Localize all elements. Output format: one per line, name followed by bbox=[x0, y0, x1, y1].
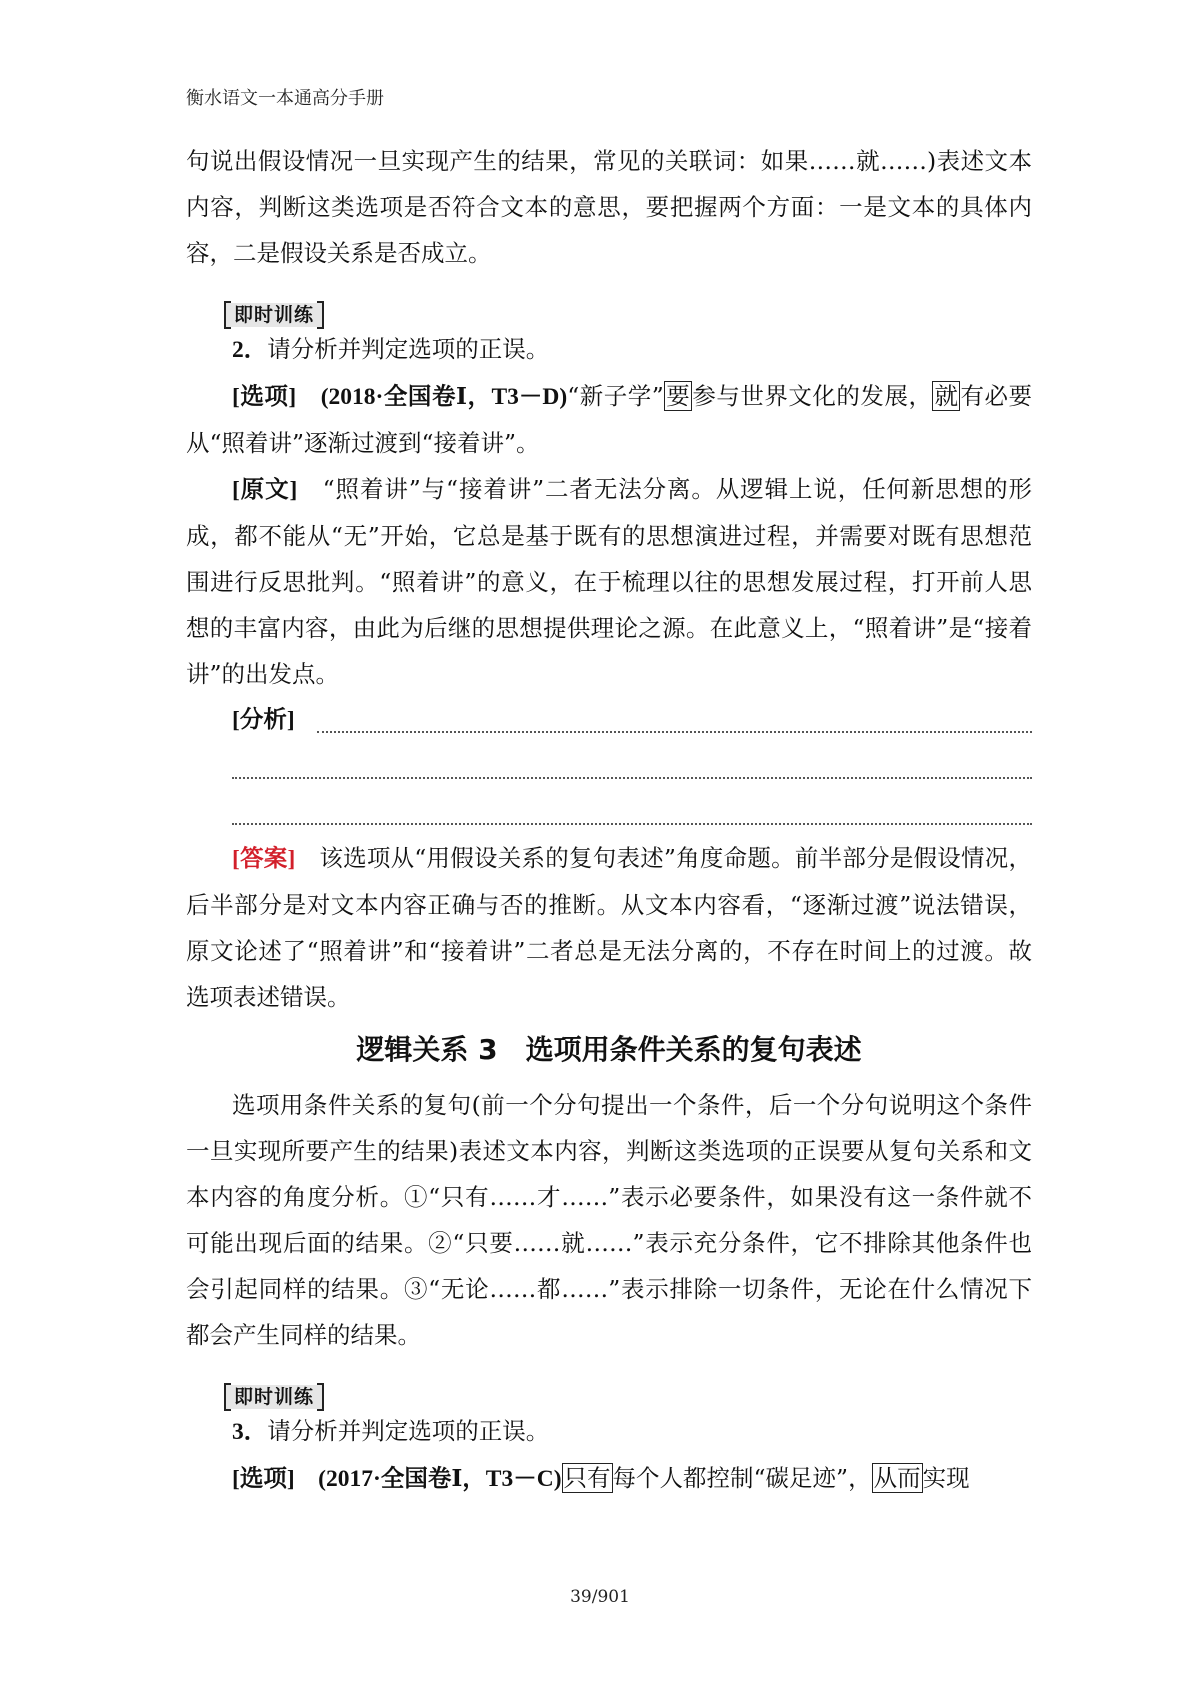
running-header: 衡水语文一本通高分手册 bbox=[186, 88, 384, 109]
question-3-title bbox=[186, 1408, 1032, 1455]
boxed-keyword: 从而 bbox=[873, 1464, 921, 1492]
option-label: [选项] bbox=[232, 384, 297, 410]
option-text-pre: “新子学” bbox=[567, 382, 664, 410]
practice-tag-wrap-2 bbox=[226, 1372, 1032, 1408]
boxed-keyword: 要 bbox=[665, 382, 691, 410]
question-number: 2． bbox=[232, 337, 268, 363]
boxed-keyword: 就 bbox=[934, 382, 959, 410]
option-text-mid: 参与世界文化的发展， bbox=[692, 382, 933, 410]
option-source: (2018·全国卷Ⅰ，T3－D) bbox=[320, 384, 568, 410]
option-text-post: 实现 bbox=[922, 1464, 970, 1492]
option-source: (2017·全国卷Ⅰ，T3－C) bbox=[318, 1466, 562, 1492]
question-number: 3． bbox=[232, 1419, 268, 1445]
question-2-option bbox=[186, 373, 1032, 466]
question-text: 请分析并判定选项的正误。 bbox=[267, 1417, 550, 1445]
question-text: 请分析并判定选项的正误。 bbox=[267, 335, 550, 363]
original-label: [原文] bbox=[232, 477, 298, 503]
page-number: 39/901 bbox=[570, 1587, 630, 1607]
practice-tag-wrap-1 bbox=[226, 290, 1032, 326]
analysis-label: [分析] bbox=[232, 707, 295, 733]
original-text: “照着讲”与“接着讲”二者无法分离。从逻辑上说，任何新思想的形成，都不能从“无”开始，它总是基于既有的思想演进过程，并需要对既有思想范围进行反思批判。“照着讲”的意义，在于梳理以往的思想发展过程，打开前人思想的丰富内容，由此为后继的思想提供理论之源。在此意义上，“照着讲”是“接着讲”的出发点。 bbox=[186, 475, 1033, 688]
boxed-keyword: 只有 bbox=[563, 1464, 611, 1492]
question-2-answer bbox=[186, 835, 1032, 1020]
option-text-post: 有必要从“照着讲”逐渐过渡到“接着讲”。 bbox=[186, 382, 1033, 457]
question-2-title bbox=[186, 326, 1032, 373]
question-3-option bbox=[186, 1455, 1032, 1502]
practice-tag: 即时训练 bbox=[226, 1385, 322, 1409]
option-label: [选项] bbox=[232, 1466, 295, 1492]
practice-tag: 即时训练 bbox=[226, 303, 322, 327]
section-heading: 逻辑关系 3 选项用条件关系的复句表述 bbox=[356, 1033, 862, 1066]
answer-label: [答案] bbox=[232, 846, 296, 872]
answer-blank[interactable] bbox=[232, 779, 1032, 825]
intro-paragraph: 句说出假设情况一旦实现产生的结果，常见的关联词：如果……就……)表述文本内容，判断这类选项是否符合文本的意思，要把握两个方面：一是文本的具体内容，二是假设关系是否成立。 bbox=[186, 147, 1032, 267]
option-text-mid: 每个人都控制“碳足迹”， bbox=[612, 1464, 872, 1492]
section-3-paragraph: 选项用条件关系的复句(前一个分句提出一个条件，后一个分句说明这个条件一旦实现所要产生的结果)表述文本内容，判断这类选项的正误要从复句关系和文本内容的角度分析。①“只有……才……”表示必要条件，如果没有这一条件就不可能出现后面的结果。②“只要……就……”表示充分条件，它不排除其他条件也会引起同样的结果。③“无论……都……”表示排除一切条件，无论在什么情况下都会产生同样的结果。 bbox=[186, 1091, 1032, 1349]
answer-text: 该选项从“用假设关系的复句表述”角度命题。前半部分是假设情况，后半部分是对文本内容正确与否的推断。从文本内容看，“逐渐过渡”说法错误，原文论述了“照着讲”和“接着讲”二者总是无法分离的，不存在时间上的过渡。故选项表述错误。 bbox=[186, 844, 1033, 1011]
page-content bbox=[186, 138, 1032, 1502]
answer-blank[interactable] bbox=[232, 733, 1032, 779]
question-2-original bbox=[186, 466, 1032, 697]
